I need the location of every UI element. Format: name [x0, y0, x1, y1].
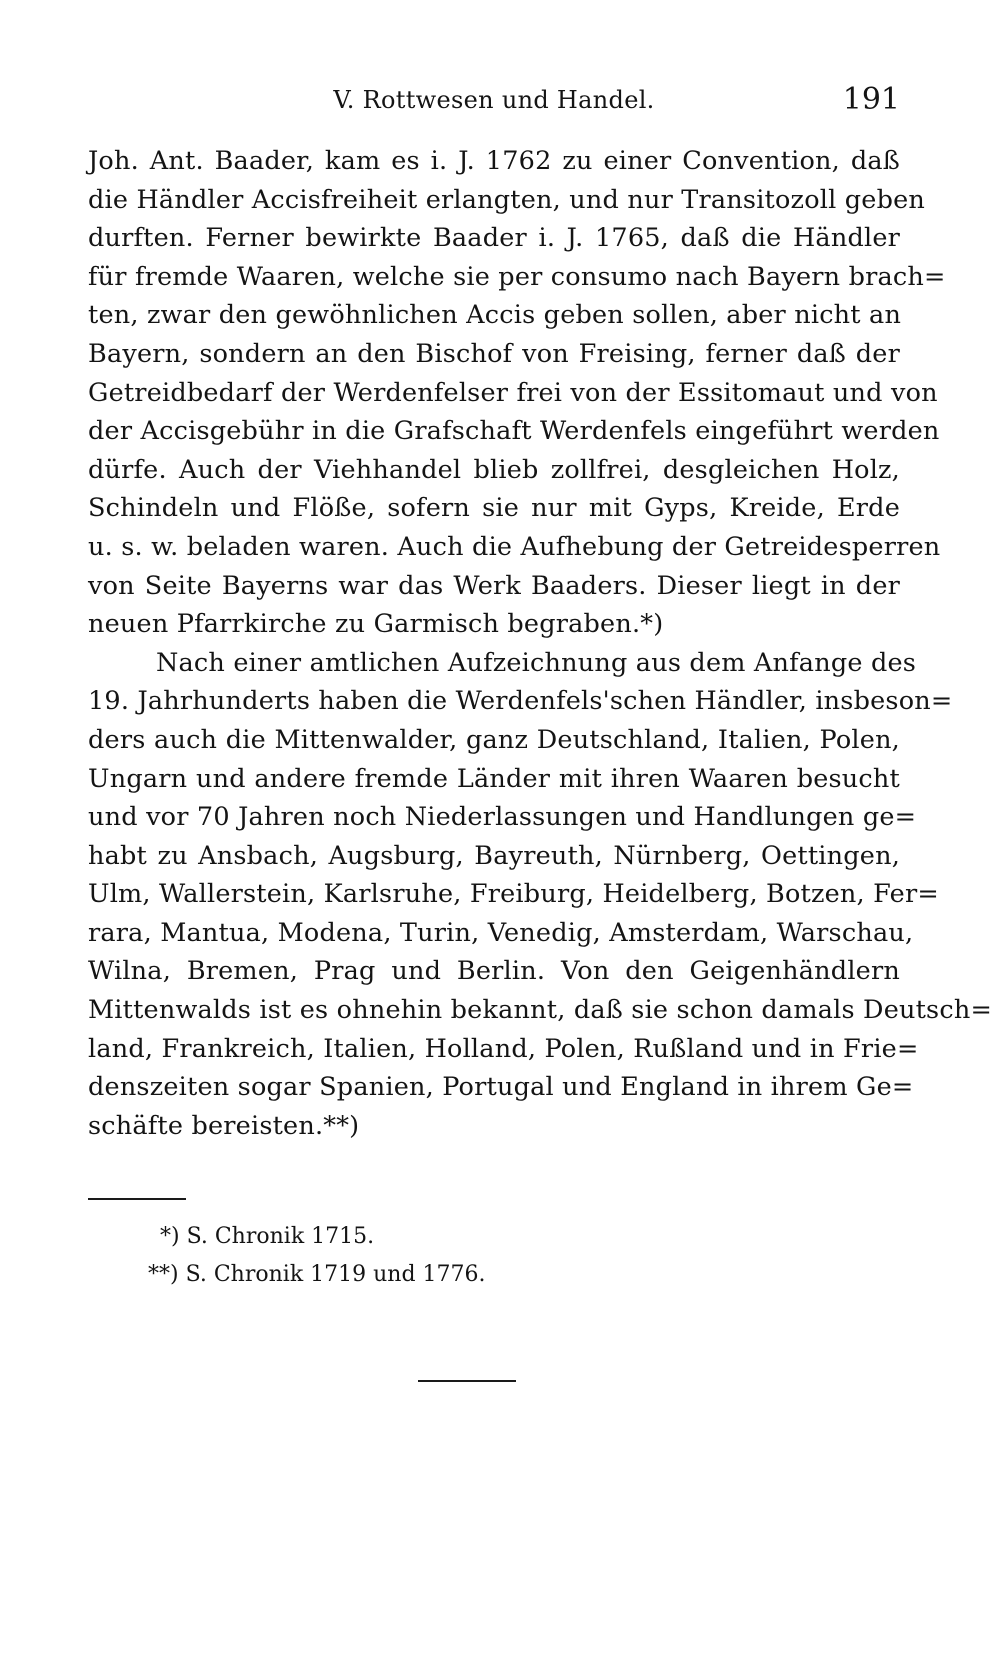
- chapter-heading: V. Rottwesen und Handel.: [333, 86, 655, 114]
- paragraph-start-line: Nach einer amtlichen Aufzeichnung aus dem Anfange des: [156, 647, 917, 678]
- text-line: ten, zwar den gewöhnlichen Accis geben sollen, aber nicht an: [88, 300, 902, 331]
- end-rule: [418, 1380, 516, 1382]
- text-line: Getreidbedarf der Werdenfelser frei von der Essitomaut und von: [88, 377, 938, 408]
- text-line: Schindeln und Flöße, sofern sie nur mit Gyps, Kreide, Erde: [88, 493, 900, 524]
- text-line: durften. Ferner bewirkte Baader i. J. 1765, daß die Händler: [88, 223, 900, 254]
- paragraph-end-line: schäfte bereisten.**): [88, 1110, 360, 1141]
- text-line: u. s. w. beladen waren. Auch die Aufhebung der Getreidesperren: [88, 531, 941, 562]
- running-head: [88, 82, 900, 126]
- text-line: Mittenwalds ist es ohnehin bekannt, daß sie schon damals Deutsch=: [88, 995, 993, 1026]
- text-line: von Seite Bayerns war das Werk Baaders. Dieser liegt in der: [88, 570, 900, 601]
- footnotes: [148, 1218, 486, 1294]
- text-line: und vor 70 Jahren noch Niederlassungen und Handlungen ge=: [88, 802, 917, 833]
- text-line: denszeiten sogar Spanien, Portugal und England in ihrem Ge=: [88, 1072, 914, 1103]
- text-line: habt zu Ansbach, Augsburg, Bayreuth, Nürnberg, Oettingen,: [88, 840, 900, 871]
- text-line: Ungarn und andere fremde Länder mit ihren Waaren besucht: [88, 763, 900, 794]
- footnote-separator: [88, 1198, 186, 1200]
- footnote: **) S. Chronik 1719 und 1776.: [148, 1262, 486, 1287]
- text-line: für fremde Waaren, welche sie per consumo nach Bayern brach=: [88, 261, 946, 292]
- text-line: Bayern, sondern an den Bischof von Freising, ferner daß der: [88, 338, 900, 369]
- text-line: dürfe. Auch der Viehhandel blieb zollfrei, desgleichen Holz,: [88, 454, 900, 485]
- text-line: Ulm, Wallerstein, Karlsruhe, Freiburg, Heidelberg, Botzen, Fer=: [88, 879, 939, 910]
- text-line: land, Frankreich, Italien, Holland, Polen, Rußland und in Frie=: [88, 1033, 919, 1064]
- text-line: 19. Jahrhunderts haben die Werdenfels'schen Händler, insbeson=: [88, 686, 953, 717]
- text-line: der Accisgebühr in die Grafschaft Werdenfels eingeführt werden: [88, 416, 940, 447]
- body-text: [88, 142, 993, 1145]
- footnote: *) S. Chronik 1715.: [160, 1224, 375, 1249]
- text-line: Joh. Ant. Baader, kam es i. J. 1762 zu einer Convention, daß: [88, 146, 900, 176]
- text-line: ders auch die Mittenwalder, ganz Deutschland, Italien, Polen,: [88, 724, 900, 755]
- text-line: die Händler Accisfreiheit erlangten, und nur Transitozoll geben: [88, 184, 926, 215]
- text-line: Wilna, Bremen, Prag und Berlin. Von den Geigenhändlern: [88, 956, 900, 987]
- page-number: 191: [842, 82, 900, 117]
- text-line: rara, Mantua, Modena, Turin, Venedig, Amsterdam, Warschau,: [88, 917, 914, 948]
- paragraph-end-line: neuen Pfarrkirche zu Garmisch begraben.*): [88, 609, 664, 640]
